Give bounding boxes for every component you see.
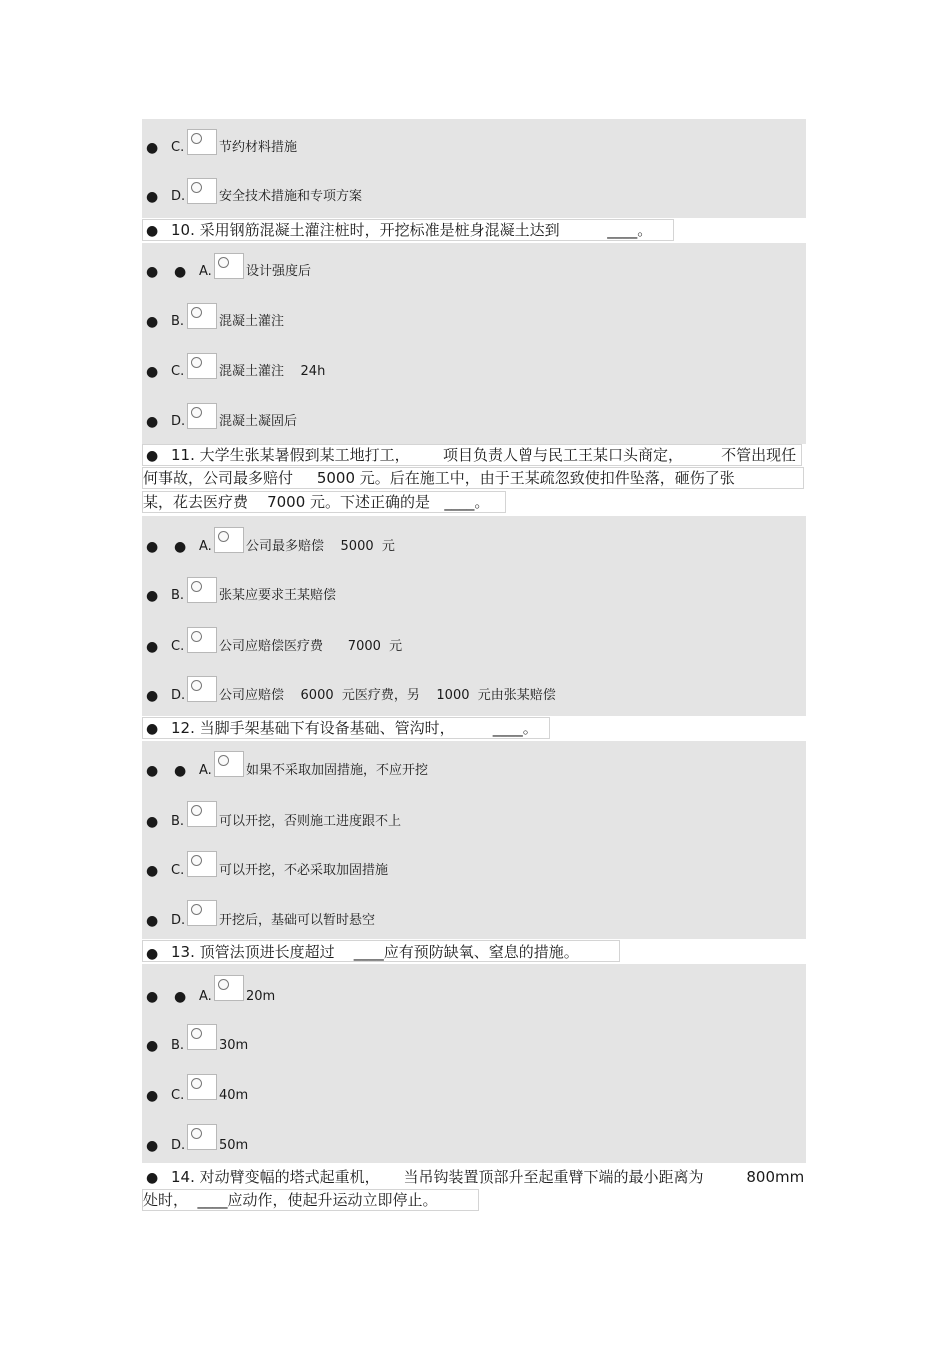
radio-button-q10-d[interactable] — [187, 403, 217, 429]
option-letter: C. — [171, 1088, 185, 1103]
radio-button-q12-d[interactable] — [187, 900, 217, 926]
option-letter: D. — [171, 189, 186, 204]
option-text: 混凝土凝固后 — [219, 414, 298, 429]
bullet: ● — [174, 539, 187, 555]
option-letter: C. — [171, 639, 185, 654]
radio-button-q12-b[interactable] — [187, 801, 217, 827]
option-letter: D. — [171, 414, 186, 429]
bullet: ● — [146, 913, 159, 929]
option-text: 20m — [246, 989, 276, 1004]
bullet: ● — [146, 264, 159, 280]
bullet: ● — [146, 414, 159, 430]
option-text: 设计强度后 — [246, 264, 312, 279]
bullet: ● — [146, 314, 159, 330]
bullet: ● — [146, 721, 159, 737]
question-text-10: 10. 采用钢筋混凝土灌注桩时，开挖标准是桩身混凝土达到 ____。 — [171, 221, 653, 239]
bullet: ● — [146, 763, 159, 779]
option-letter: D. — [171, 1138, 186, 1153]
bullet: ● — [146, 1138, 159, 1154]
radio-button-q13-a[interactable] — [214, 975, 244, 1001]
option-text: 可以开挖，不必采取加固措施 — [219, 863, 389, 878]
option-letter: C. — [171, 140, 185, 155]
radio-button-q11-c[interactable] — [187, 627, 217, 653]
option-text: 30m — [219, 1038, 249, 1053]
question-text-13: 13. 顶管法顶进长度超过 ____应有预防缺氧、窒息的措施。 — [171, 943, 579, 961]
radio-button-q12-a[interactable] — [214, 751, 244, 777]
radio-button-q13-d[interactable] — [187, 1124, 217, 1150]
radio-button-q10-c[interactable] — [187, 353, 217, 379]
option-text: 50m — [219, 1138, 249, 1153]
bullet: ● — [146, 1170, 159, 1186]
question-text-14: 14. 对动臂变幅的塔式起重机， 当吊钩装置顶部升至起重臂下端的最小距离为 800mm — [171, 1168, 805, 1186]
option-text: 公司应赔偿医疗费 7000 元 — [219, 639, 403, 654]
bullet: ● — [174, 264, 187, 280]
bullet: ● — [174, 989, 187, 1005]
option-text: 开挖后，基础可以暂时悬空 — [219, 913, 376, 928]
bullet: ● — [146, 588, 159, 604]
option-letter: C. — [171, 364, 185, 379]
radio-button-q9-c[interactable] — [187, 129, 217, 155]
option-letter: D. — [171, 913, 186, 928]
option-letter: C. — [171, 863, 185, 878]
radio-button-q10-b[interactable] — [187, 303, 217, 329]
option-text: 混凝土灌注 — [219, 314, 285, 329]
option-letter: A. — [199, 989, 212, 1004]
option-letter: A. — [199, 264, 212, 279]
option-text: 公司最多赔偿 5000 元 — [246, 539, 395, 554]
bullet: ● — [174, 763, 187, 779]
bullet: ● — [146, 863, 159, 879]
bullet: ● — [146, 989, 159, 1005]
option-text: 混凝土灌注 24h — [219, 364, 326, 379]
option-text: 公司应赔偿 6000 元医疗费，另 1000 元由张某赔偿 — [219, 688, 556, 703]
radio-button-q11-b[interactable] — [187, 577, 217, 603]
radio-button-q10-a[interactable] — [214, 253, 244, 279]
radio-button-q13-c[interactable] — [187, 1074, 217, 1100]
radio-button-q11-a[interactable] — [214, 527, 244, 553]
option-letter: D. — [171, 688, 186, 703]
bullet: ● — [146, 1088, 159, 1104]
option-letter: A. — [199, 539, 212, 554]
option-letter: B. — [171, 1038, 185, 1053]
option-letter: B. — [171, 814, 185, 829]
bullet: ● — [146, 1038, 159, 1054]
option-text: 张某应要求王某赔偿 — [219, 588, 337, 603]
option-text: 可以开挖，否则施工进度跟不上 — [219, 814, 402, 829]
question-text-11: 某，花去医疗费 7000 元。下述正确的是 ____。 — [143, 493, 490, 511]
bullet: ● — [146, 448, 159, 464]
question-text-11: 何事故，公司最多赔付 5000 元。后在施工中，由于王某疏忽致使扣件坠落，砸伤了张 — [143, 469, 735, 487]
bullet: ● — [146, 364, 159, 380]
bullet: ● — [146, 189, 159, 205]
radio-button-q9-d[interactable] — [187, 178, 217, 204]
bullet: ● — [146, 639, 159, 655]
bullet: ● — [146, 140, 159, 156]
option-letter: A. — [199, 763, 212, 778]
option-text: 40m — [219, 1088, 249, 1103]
bullet: ● — [146, 223, 159, 239]
radio-button-q12-c[interactable] — [187, 851, 217, 877]
option-letter: B. — [171, 588, 185, 603]
option-letter: B. — [171, 314, 185, 329]
option-text: 安全技术措施和专项方案 — [219, 189, 363, 204]
question-text-14: 处时， ____应动作，使起升运动立即停止。 — [143, 1191, 438, 1209]
bullet: ● — [146, 688, 159, 704]
radio-button-q11-d[interactable] — [187, 676, 217, 702]
bullet: ● — [146, 946, 159, 962]
question-text-12: 12. 当脚手架基础下有设备基础、管沟时， ____。 — [171, 719, 538, 737]
bullet: ● — [146, 539, 159, 555]
radio-button-q13-b[interactable] — [187, 1024, 217, 1050]
bullet: ● — [146, 814, 159, 830]
option-text: 节约材料措施 — [219, 140, 298, 155]
question-text-11: 11. 大学生张某暑假到某工地打工， 项目负责人曾与民工王某口头商定， 不管出现任 — [171, 446, 797, 464]
option-text: 如果不采取加固措施，不应开挖 — [246, 763, 429, 778]
